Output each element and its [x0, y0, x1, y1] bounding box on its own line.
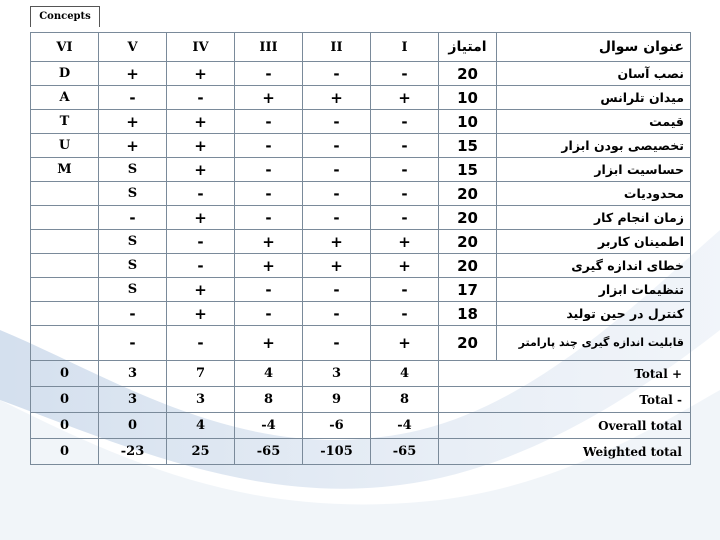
rating-cell: + [99, 62, 167, 86]
score-cell: 10 [439, 110, 497, 134]
criteria-row [31, 158, 691, 182]
rating-cell: + [371, 326, 439, 361]
summary-value: -65 [235, 439, 303, 465]
question-cell: خطای اندازه گیری [497, 254, 691, 278]
summary-value: -65 [371, 439, 439, 465]
rating-cell: + [167, 158, 235, 182]
rating-cell: + [99, 134, 167, 158]
summary-value: -23 [99, 439, 167, 465]
question-cell: اطمینان کاربر [497, 230, 691, 254]
criteria-row [31, 62, 691, 86]
datum-letter: T [31, 110, 99, 134]
datum-letter [31, 326, 99, 361]
header-question: عنوان سوال [497, 33, 691, 62]
score-cell: 20 [439, 326, 497, 361]
rating-cell: + [303, 86, 371, 110]
rating-cell: - [99, 326, 167, 361]
rating-cell: S [99, 230, 167, 254]
question-cell: قیمت [497, 110, 691, 134]
rating-cell: - [167, 230, 235, 254]
summary-value: 0 [31, 387, 99, 413]
summary-value: 0 [31, 413, 99, 439]
rating-cell: - [99, 206, 167, 230]
summary-label: Overall total [439, 413, 691, 439]
rating-cell: + [167, 110, 235, 134]
rating-cell: + [167, 302, 235, 326]
summary-value: 4 [235, 361, 303, 387]
summary-row [31, 387, 691, 413]
rating-cell: - [99, 86, 167, 110]
summary-value: 0 [99, 413, 167, 439]
score-cell: 20 [439, 182, 497, 206]
rating-cell: - [303, 302, 371, 326]
datum-letter [31, 278, 99, 302]
summary-label: Total - [439, 387, 691, 413]
criteria-row [31, 206, 691, 230]
summary-value: 9 [303, 387, 371, 413]
question-cell: میدان تلرانس [497, 86, 691, 110]
datum-letter [31, 302, 99, 326]
score-cell: 20 [439, 206, 497, 230]
rating-cell: + [167, 278, 235, 302]
summary-value: 25 [167, 439, 235, 465]
rating-cell: - [371, 158, 439, 182]
rating-cell: + [303, 254, 371, 278]
criteria-row [31, 254, 691, 278]
rating-cell: - [303, 158, 371, 182]
rating-cell: - [235, 158, 303, 182]
header-concept-v: V [99, 33, 167, 62]
summary-value: 3 [99, 361, 167, 387]
rating-cell: - [235, 110, 303, 134]
rating-cell: + [167, 206, 235, 230]
rating-cell: + [235, 86, 303, 110]
summary-value: 0 [31, 361, 99, 387]
score-cell: 15 [439, 158, 497, 182]
summary-label: Weighted total [439, 439, 691, 465]
summary-row [31, 361, 691, 387]
summary-value: -4 [371, 413, 439, 439]
rating-cell: + [167, 62, 235, 86]
rating-cell: S [99, 158, 167, 182]
score-cell: 15 [439, 134, 497, 158]
rating-cell: - [167, 326, 235, 361]
rating-cell: - [235, 62, 303, 86]
summary-value: -6 [303, 413, 371, 439]
datum-letter [31, 206, 99, 230]
rating-cell: - [167, 182, 235, 206]
rating-cell: + [99, 110, 167, 134]
header-concept-iii: III [235, 33, 303, 62]
criteria-row [31, 86, 691, 110]
summary-value: 4 [167, 413, 235, 439]
criteria-row [31, 134, 691, 158]
score-cell: 18 [439, 302, 497, 326]
criteria-row [31, 326, 691, 361]
header-row [31, 33, 691, 62]
summary-value: -105 [303, 439, 371, 465]
rating-cell: S [99, 182, 167, 206]
summary-value: 0 [31, 439, 99, 465]
rating-cell: - [235, 182, 303, 206]
header-concept-iv: IV [167, 33, 235, 62]
rating-cell: - [235, 206, 303, 230]
summary-value: 8 [371, 387, 439, 413]
summary-row [31, 413, 691, 439]
score-cell: 17 [439, 278, 497, 302]
criteria-row [31, 110, 691, 134]
concepts-tag: Concepts [30, 6, 100, 27]
summary-value: 3 [167, 387, 235, 413]
summary-value: 3 [99, 387, 167, 413]
rating-cell: - [167, 254, 235, 278]
summary-value: 4 [371, 361, 439, 387]
question-cell: تخصیصی بودن ابزار [497, 134, 691, 158]
rating-cell: + [371, 230, 439, 254]
summary-value: -4 [235, 413, 303, 439]
summary-label: Total + [439, 361, 691, 387]
rating-cell: - [303, 182, 371, 206]
datum-letter [31, 254, 99, 278]
header-concept-vi: VI [31, 33, 99, 62]
rating-cell: - [167, 86, 235, 110]
rating-cell: + [303, 230, 371, 254]
criteria-row [31, 278, 691, 302]
criteria-row [31, 230, 691, 254]
rating-cell: + [371, 254, 439, 278]
rating-cell: - [303, 278, 371, 302]
rating-cell: - [303, 62, 371, 86]
rating-cell: - [235, 302, 303, 326]
rating-cell: - [235, 278, 303, 302]
question-cell: نصب آسان [497, 62, 691, 86]
rating-cell: + [167, 134, 235, 158]
rating-cell: + [235, 326, 303, 361]
rating-cell: - [99, 302, 167, 326]
pugh-matrix-table [30, 32, 691, 465]
summary-value: 3 [303, 361, 371, 387]
question-cell: محدودیات [497, 182, 691, 206]
rating-cell: S [99, 278, 167, 302]
score-cell: 10 [439, 86, 497, 110]
rating-cell: - [371, 134, 439, 158]
rating-cell: - [371, 278, 439, 302]
rating-cell: - [303, 110, 371, 134]
header-concept-i: I [371, 33, 439, 62]
header-score: امتیاز [439, 33, 497, 62]
question-cell: قابلیت اندازه گیری چند پارامتر [497, 326, 691, 361]
rating-cell: S [99, 254, 167, 278]
rating-cell: - [371, 206, 439, 230]
criteria-row [31, 182, 691, 206]
score-cell: 20 [439, 62, 497, 86]
score-cell: 20 [439, 254, 497, 278]
question-cell: تنظیمات ابزار [497, 278, 691, 302]
datum-letter: M [31, 158, 99, 182]
rating-cell: - [303, 134, 371, 158]
datum-letter: D [31, 62, 99, 86]
rating-cell: + [371, 86, 439, 110]
datum-letter [31, 230, 99, 254]
rating-cell: - [371, 62, 439, 86]
rating-cell: - [303, 326, 371, 361]
summary-value: 7 [167, 361, 235, 387]
rating-cell: + [235, 230, 303, 254]
question-cell: حساسیت ابزار [497, 158, 691, 182]
criteria-row [31, 302, 691, 326]
question-cell: زمان انجام کار [497, 206, 691, 230]
datum-letter: U [31, 134, 99, 158]
rating-cell: - [371, 182, 439, 206]
rating-cell: - [303, 206, 371, 230]
rating-cell: - [371, 302, 439, 326]
datum-letter [31, 182, 99, 206]
rating-cell: - [371, 110, 439, 134]
rating-cell: - [235, 134, 303, 158]
summary-row [31, 439, 691, 465]
score-cell: 20 [439, 230, 497, 254]
summary-value: 8 [235, 387, 303, 413]
header-concept-ii: II [303, 33, 371, 62]
rating-cell: + [235, 254, 303, 278]
datum-letter: A [31, 86, 99, 110]
question-cell: کنترل در حین تولید [497, 302, 691, 326]
